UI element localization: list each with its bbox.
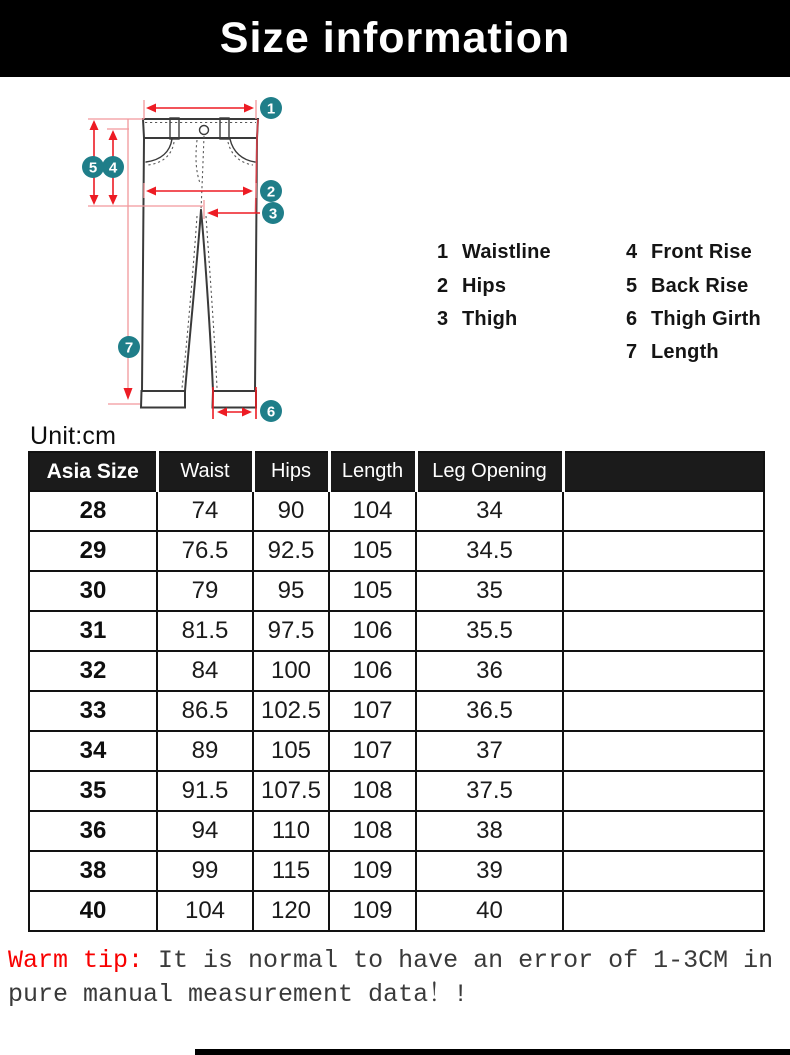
- table-row: [29, 491, 764, 531]
- legend-item-thigh-girth: [626, 308, 761, 331]
- column-header-waist: Waist: [157, 452, 253, 491]
- table-row: [29, 891, 764, 931]
- legend-num: 7: [626, 341, 638, 363]
- table-cell: 97.5: [253, 611, 329, 651]
- table-cell: 99: [157, 851, 253, 891]
- table-cell: [563, 771, 764, 811]
- legend-item-thigh: [437, 308, 517, 331]
- legend-label: Front Rise: [651, 241, 752, 263]
- table-cell: 36: [416, 651, 563, 691]
- table-cell: 100: [253, 651, 329, 691]
- table-cell: 38: [416, 811, 563, 851]
- table-cell: 76.5: [157, 531, 253, 571]
- table-cell: 84: [157, 651, 253, 691]
- table-row: [29, 531, 764, 571]
- table-cell: 32: [29, 651, 157, 691]
- table-cell: 107: [329, 691, 416, 731]
- legend-num: 6: [626, 308, 638, 330]
- table-cell: 94: [157, 811, 253, 851]
- table-cell: [563, 891, 764, 931]
- column-header-empty: [563, 452, 764, 491]
- table-cell: 37: [416, 731, 563, 771]
- column-header-hips: Hips: [253, 452, 329, 491]
- pants-measurement-diagram: [60, 88, 312, 433]
- table-cell: 102.5: [253, 691, 329, 731]
- table-cell: 109: [329, 891, 416, 931]
- header-bar: [0, 0, 790, 77]
- unit-label: Unit:cm: [30, 422, 117, 450]
- table-cell: 35: [29, 771, 157, 811]
- table-cell: 35: [416, 571, 563, 611]
- warm-tip: [8, 944, 790, 1012]
- legend-label: Length: [651, 341, 719, 363]
- table-cell: 120: [253, 891, 329, 931]
- table-cell: 107.5: [253, 771, 329, 811]
- table-cell: 115: [253, 851, 329, 891]
- table-cell: 86.5: [157, 691, 253, 731]
- pants-outline: [141, 118, 258, 408]
- table-row: [29, 691, 764, 731]
- table-cell: 91.5: [157, 771, 253, 811]
- marker-1: 1: [266, 100, 276, 118]
- table-cell: [563, 531, 764, 571]
- table-cell: 105: [329, 571, 416, 611]
- table-row: [29, 731, 764, 771]
- marker-4: 4: [108, 159, 118, 177]
- table-row: [29, 651, 764, 691]
- table-cell: 110: [253, 811, 329, 851]
- table-cell: 30: [29, 571, 157, 611]
- table-cell: 36.5: [416, 691, 563, 731]
- table-cell: 106: [329, 651, 416, 691]
- table-cell: 108: [329, 811, 416, 851]
- table-cell: 90: [253, 491, 329, 531]
- legend-num: 4: [626, 241, 638, 263]
- table-cell: [563, 731, 764, 771]
- column-header-length: Length: [329, 452, 416, 491]
- table-cell: 95: [253, 571, 329, 611]
- table-row: [29, 851, 764, 891]
- table-row: [29, 811, 764, 851]
- legend-item-front-rise: [626, 241, 752, 264]
- table-cell: 31: [29, 611, 157, 651]
- legend-num: 1: [437, 241, 449, 263]
- table-cell: 33: [29, 691, 157, 731]
- table-cell: [563, 611, 764, 651]
- table-cell: 29: [29, 531, 157, 571]
- page-title: Size information: [219, 14, 571, 62]
- legend-item-back-rise: [626, 275, 748, 298]
- table-cell: 38: [29, 851, 157, 891]
- size-table-body: [29, 491, 764, 931]
- column-header-asia-size: Asia Size: [29, 452, 157, 491]
- table-cell: 89: [157, 731, 253, 771]
- table-cell: 39: [416, 851, 563, 891]
- marker-6: 6: [266, 403, 276, 421]
- table-row: [29, 571, 764, 611]
- table-cell: [563, 651, 764, 691]
- table-cell: 109: [329, 851, 416, 891]
- table-cell: 37.5: [416, 771, 563, 811]
- size-table: [28, 451, 765, 932]
- table-cell: 74: [157, 491, 253, 531]
- legend-num: 3: [437, 308, 449, 330]
- table-cell: 108: [329, 771, 416, 811]
- bottom-divider-bar: [195, 1049, 790, 1055]
- legend-num: 2: [437, 275, 449, 297]
- table-cell: [563, 491, 764, 531]
- table-cell: 28: [29, 491, 157, 531]
- legend-label: Back Rise: [651, 275, 749, 297]
- legend-num: 5: [626, 275, 638, 297]
- table-row: [29, 611, 764, 651]
- size-table-header: [29, 452, 764, 491]
- legend-label: Thigh: [462, 308, 518, 330]
- table-cell: 40: [416, 891, 563, 931]
- marker-5: 5: [88, 159, 98, 177]
- table-cell: 105: [329, 531, 416, 571]
- table-cell: 81.5: [157, 611, 253, 651]
- table-header-row: [29, 452, 764, 491]
- warm-tip-text: It is normal to have an error of 1-3CM in pure manual measurement data！!: [8, 946, 774, 1009]
- table-cell: [563, 811, 764, 851]
- legend-item-waistline: [437, 241, 551, 264]
- table-cell: 35.5: [416, 611, 563, 651]
- marker-3: 3: [268, 205, 278, 223]
- column-header-leg-opening: Leg Opening: [416, 452, 563, 491]
- table-cell: 106: [329, 611, 416, 651]
- table-cell: 107: [329, 731, 416, 771]
- table-cell: [563, 851, 764, 891]
- legend-item-hips: [437, 275, 506, 298]
- table-cell: 104: [329, 491, 416, 531]
- table-cell: 40: [29, 891, 157, 931]
- table-cell: 34: [29, 731, 157, 771]
- measurement-arrows: [88, 100, 260, 419]
- table-cell: 34: [416, 491, 563, 531]
- table-cell: 36: [29, 811, 157, 851]
- marker-7: 7: [124, 339, 134, 357]
- table-cell: 105: [253, 731, 329, 771]
- table-cell: 79: [157, 571, 253, 611]
- legend-label: Hips: [462, 275, 507, 297]
- marker-2: 2: [266, 183, 276, 201]
- legend-label: Thigh Girth: [651, 308, 761, 330]
- table-row: [29, 771, 764, 811]
- legend-label: Waistline: [462, 241, 551, 263]
- table-cell: [563, 691, 764, 731]
- table-cell: 104: [157, 891, 253, 931]
- table-cell: 34.5: [416, 531, 563, 571]
- table-cell: 92.5: [253, 531, 329, 571]
- legend-item-length: [626, 341, 719, 364]
- warm-tip-prefix: Warm tip:: [8, 946, 144, 975]
- table-cell: [563, 571, 764, 611]
